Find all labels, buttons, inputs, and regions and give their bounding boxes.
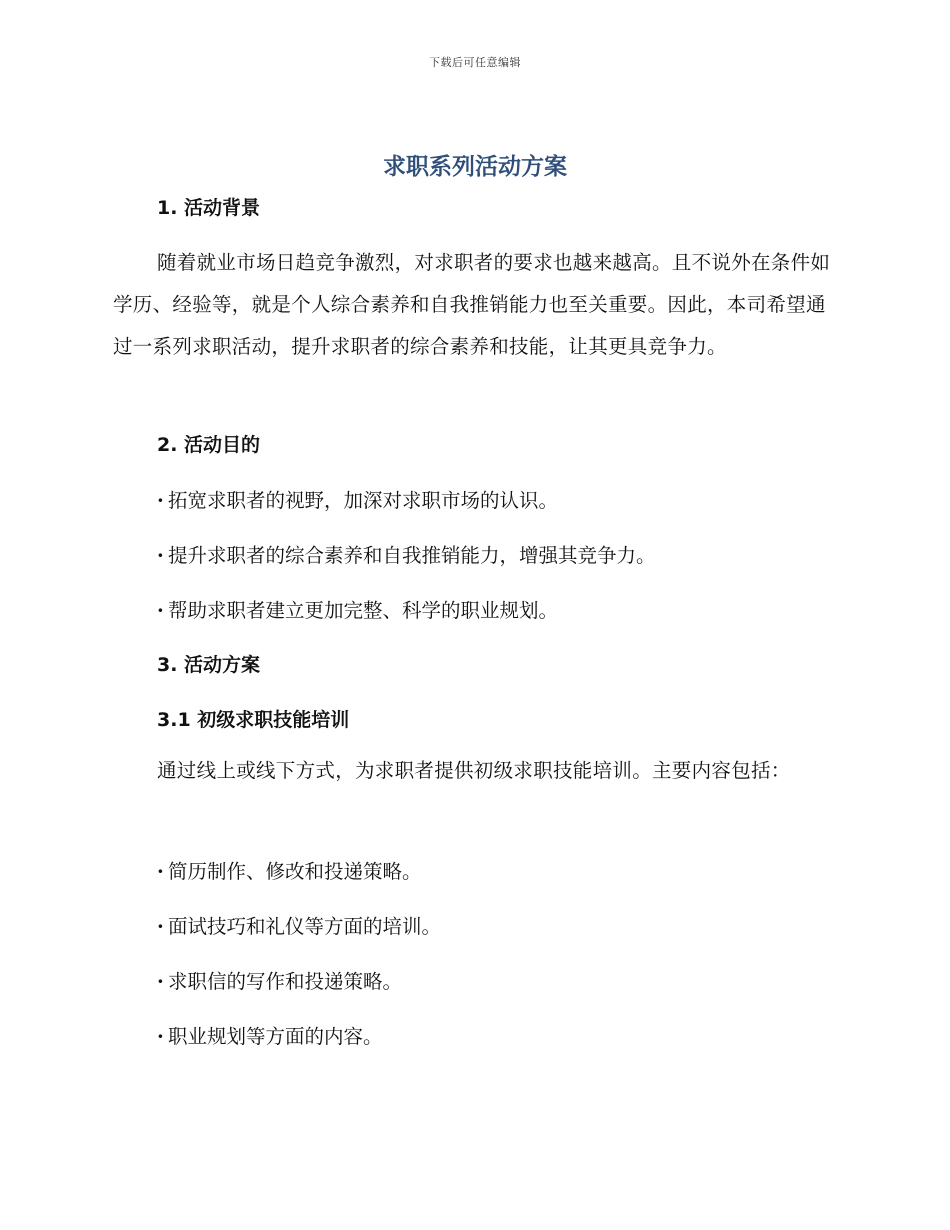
list-item bbox=[157, 595, 558, 623]
training-paragraph: 通过线上或线下方式，为求职者提供初级求职技能培训。主要内容包括： bbox=[157, 759, 791, 782]
list-item-text: 提升求职者的综合素养和自我推销能力，增强其竞争力。 bbox=[168, 544, 656, 567]
list-item bbox=[157, 911, 441, 939]
document-title: 求职系列活动方案 bbox=[383, 154, 567, 180]
bullet-symbol: · bbox=[157, 599, 164, 622]
section-heading-plan: 3. 活动方案 bbox=[157, 654, 261, 676]
list-item-text: 求职信的写作和投递策略。 bbox=[168, 970, 403, 993]
list-item bbox=[157, 1021, 383, 1049]
subsection-heading-training: 3.1 初级求职技能培训 bbox=[157, 709, 350, 731]
list-item-text: 面试技巧和礼仪等方面的培训。 bbox=[168, 915, 442, 938]
bullet-symbol: · bbox=[157, 915, 164, 938]
bullet-symbol: · bbox=[157, 970, 164, 993]
list-item bbox=[157, 540, 656, 568]
list-item bbox=[157, 966, 402, 994]
section-heading-background: 1. 活动背景 bbox=[157, 197, 261, 219]
list-item bbox=[157, 856, 422, 884]
list-item-text: 帮助求职者建立更加完整、科学的职业规划。 bbox=[168, 599, 559, 622]
bullet-symbol: · bbox=[157, 860, 164, 883]
bullet-symbol: · bbox=[157, 544, 164, 567]
list-item-text: 职业规划等方面的内容。 bbox=[168, 1025, 383, 1048]
bullet-symbol: · bbox=[157, 1025, 164, 1048]
list-item-text: 简历制作、修改和投递策略。 bbox=[168, 860, 422, 883]
bullet-symbol: · bbox=[157, 489, 164, 512]
header-note: 下载后可任意编辑 bbox=[429, 56, 521, 69]
list-item-text: 拓宽求职者的视野，加深对求职市场的认识。 bbox=[168, 489, 559, 512]
section-heading-goals: 2. 活动目的 bbox=[157, 434, 261, 456]
list-item bbox=[157, 485, 558, 513]
background-paragraph: 随着就业市场日趋竞争激烈，对求职者的要求也越来越高。且不说外在条件如学历、经验等，就是个人综合素养和自我推销能力也至关重要。因此，本司希望通过一系列求职活动，提升求职者的综合素养和技能，让其更具竞争力。 bbox=[113, 251, 831, 358]
